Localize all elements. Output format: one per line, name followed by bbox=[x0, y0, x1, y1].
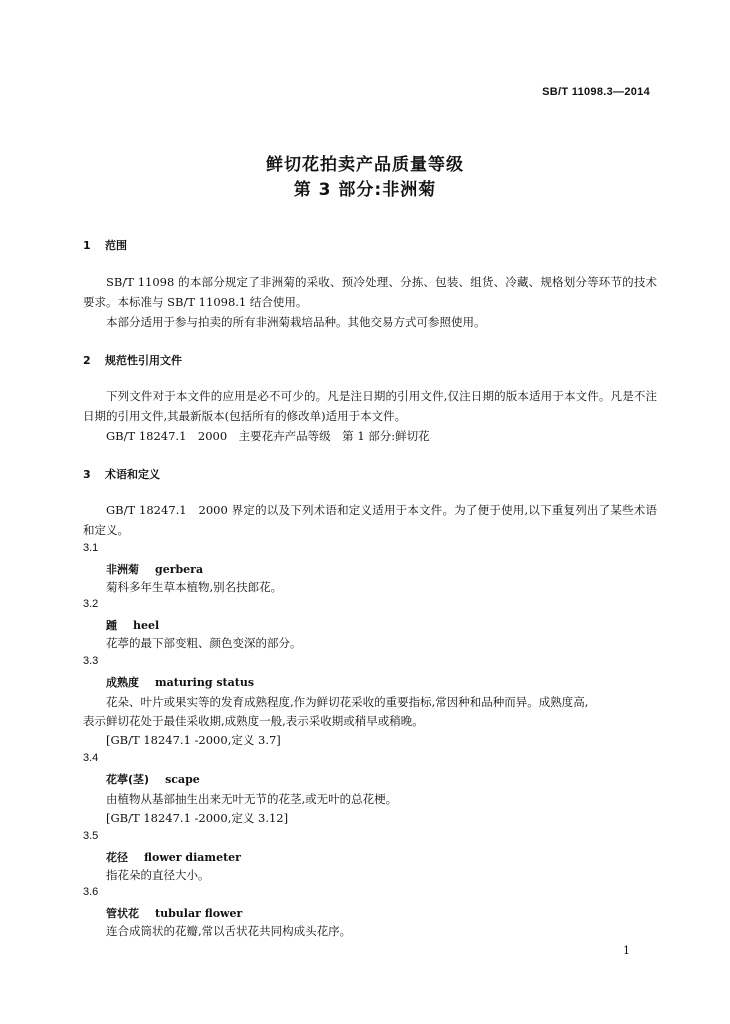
paragraph: SB/T 11098 的本部分规定了非洲菊的采收、预冷处理、分拣、包装、组货、冷藏、规格划分等环节的技术要求。本标准与 SB/T 11098.1 结合使用。 bbox=[83, 275, 657, 309]
term-name bbox=[106, 905, 242, 921]
section-title: 术语和定义 bbox=[105, 468, 160, 481]
term-number: 3.4 bbox=[83, 752, 99, 764]
paragraph: 下列文件对于本文件的应用是必不可少的。凡是注日期的引用文件,仅注日期的版本适用于本文件。凡是不注日期的引用文件,其最新版本(包括所有的修改单)适用于本文件。 bbox=[83, 389, 657, 423]
section-heading-terms-definitions bbox=[83, 466, 160, 482]
term-source: [GB/T 18247.1 -2000,定义 3.12] bbox=[106, 811, 289, 825]
section-number: 3 bbox=[83, 468, 91, 481]
term-en: tubular flower bbox=[155, 907, 243, 920]
term-cn: 踵 bbox=[106, 619, 117, 632]
term-en: scape bbox=[165, 773, 200, 786]
section-title: 规范性引用文件 bbox=[105, 354, 182, 367]
term-number: 3.1 bbox=[83, 542, 99, 554]
term-source: [GB/T 18247.1 -2000,定义 3.7] bbox=[106, 733, 281, 747]
term-name bbox=[106, 849, 241, 865]
section-heading-normative-references bbox=[83, 352, 182, 368]
term-number: 3.3 bbox=[83, 655, 99, 667]
term-cn: 花葶(茎) bbox=[106, 773, 150, 786]
section-title: 范围 bbox=[105, 239, 127, 252]
paragraph: 本部分适用于参与拍卖的所有非洲菊栽培品种。其他交易方式可参照使用。 bbox=[106, 315, 486, 329]
term-definition: 菊科多年生草本植物,别名扶郎花。 bbox=[106, 580, 283, 594]
term-en: flower diameter bbox=[144, 851, 241, 864]
page-number: 1 bbox=[623, 944, 630, 957]
term-name bbox=[106, 674, 254, 690]
term-definition: 花葶的最下部变粗、颜色变深的部分。 bbox=[106, 636, 302, 650]
term-en: gerbera bbox=[155, 563, 204, 576]
term-number: 3.2 bbox=[83, 598, 99, 610]
document-code: SB/T 11098.3—2014 bbox=[542, 86, 650, 98]
term-definition: 由植物从基部抽生出来无叶无节的花茎,或无叶的总花梗。 bbox=[106, 792, 398, 806]
term-cn: 成熟度 bbox=[106, 676, 139, 689]
term-definition: 花朵、叶片或果实等的发育成熟程度,作为鲜切花采收的重要指标,常因种和品种而异。成熟度高, bbox=[106, 695, 589, 709]
term-number: 3.6 bbox=[83, 886, 99, 898]
term-cn: 管状花 bbox=[106, 907, 139, 920]
term-cn: 非洲菊 bbox=[106, 563, 139, 576]
term-name bbox=[106, 771, 200, 787]
term-en: maturing status bbox=[155, 676, 255, 689]
term-definition: 指花朵的直径大小。 bbox=[106, 868, 210, 882]
reference-item: GB/T 18247.1 2000 主要花卉产品等级 第 1 部分:鲜切花 bbox=[106, 429, 430, 443]
paragraph: GB/T 18247.1 2000 界定的以及下列术语和定义适用于本文件。为了便于使用,以下重复列出了某些术语和定义。 bbox=[83, 503, 657, 537]
section-number: 2 bbox=[83, 354, 91, 367]
section-heading-scope bbox=[83, 237, 127, 253]
term-name bbox=[106, 561, 203, 577]
document-title: 鲜切花拍卖产品质量等级 bbox=[266, 155, 464, 175]
term-cn: 花径 bbox=[106, 851, 128, 864]
term-definition: 连合成筒状的花瓣,常以舌状花共同构成头花序。 bbox=[106, 924, 352, 938]
term-en: heel bbox=[133, 619, 160, 632]
term-number: 3.5 bbox=[83, 830, 99, 842]
section-number: 1 bbox=[83, 239, 91, 252]
term-definition: 表示鲜切花处于最佳采收期,成熟度一般,表示采收期或稍早或稍晚。 bbox=[83, 714, 424, 728]
term-name bbox=[106, 617, 159, 633]
document-subtitle: 第 3 部分:非洲菊 bbox=[293, 180, 437, 200]
